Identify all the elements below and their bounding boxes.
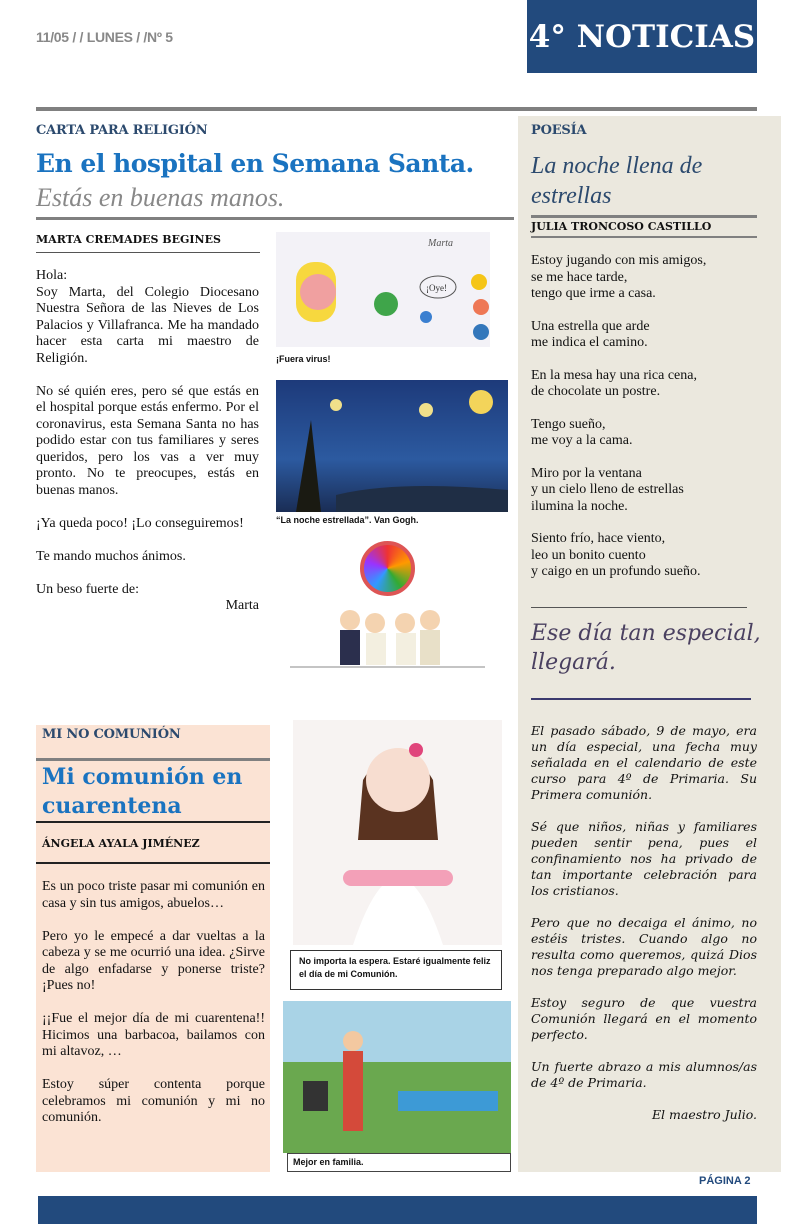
divider — [36, 758, 270, 761]
communion-girl-drawing — [293, 720, 502, 945]
stanza: Miro por la ventana y un cielo lleno de estrellas ilumina la noche. — [531, 465, 684, 514]
headline: Mi comunión en cuarentena — [42, 764, 243, 819]
stanza: En la mesa hay una rica cena, de chocolate un postre. — [531, 367, 697, 399]
paragraph: Estoy súper contenta porque celebramos mi comunión y mi no comunión. — [42, 1077, 265, 1125]
divider — [36, 252, 260, 253]
paragraph: Sé que niños, niñas y familiares pueden sentir pena, pues el confinamiento nos ha privado de tan importante celebración para los cristianos. — [531, 819, 757, 898]
divider — [531, 607, 747, 608]
subheadline: Estás en buenas manos. — [36, 183, 285, 212]
poem-body — [531, 253, 771, 597]
paragraph: Es un poco triste pasar mi comunión en casa y sin tus amigos, abuelos… — [42, 879, 265, 911]
drawing-text: Marta — [428, 238, 453, 249]
poem-title: La noche llena de estrellas — [531, 153, 703, 209]
divider — [36, 862, 270, 864]
poetry-sidebar — [518, 116, 781, 1172]
image-caption: “La noche estrellada”. Van Gogh. — [276, 515, 419, 525]
divider — [531, 698, 751, 700]
paragraph: El pasado sábado, 9 de mayo, era un día especial, una fecha muy señalada en el calendario de este curso para 4º de Primaria. Su Primera comunión. — [531, 723, 757, 802]
paragraph: Hola: Soy Marta, del Colegio Diocesano Nuestra Señora de las Nieves de Los Palacios y Villafranca. Me ha mandado hacer esta carta mi maestro de Religión. — [36, 268, 259, 366]
divider — [36, 821, 270, 823]
author: ÁNGELA AYALA JIMÉNEZ — [42, 837, 200, 850]
paragraph: Un beso fuerte de: — [36, 581, 140, 597]
divider — [36, 107, 757, 111]
virus-drawing — [276, 232, 490, 347]
stanza: Siento frío, hace viento, leo un bonito cuento y caigo en un profundo sueño. — [531, 531, 701, 579]
stanza: Tengo sueño, me voy a la cama. — [531, 416, 633, 448]
page-number: PÁGINA 2 — [699, 1175, 751, 1187]
paragraph: Un fuerte abrazo a mis alumnos/as de 4º de Primaria. — [531, 1059, 757, 1090]
image-caption: No importa la espera. Estaré igualmente feliz el día de mi Comunión. — [299, 956, 491, 979]
paragraph: ¡Ya queda poco! ¡Lo conseguiremos! — [36, 515, 244, 531]
section-label: POESÍA — [531, 123, 587, 138]
paragraph: ¡¡Fue el mejor día de mi cuarentena!! Hicimos una barbacoa, bailamos con mi altavoz, … — [42, 1011, 265, 1059]
divider — [531, 236, 757, 238]
paragraph: Te mando muchos ánimos. — [36, 548, 186, 564]
footer-bar — [38, 1196, 757, 1224]
paragraph: Estoy seguro de que vuestra Comunión llegará en el momento perfecto. — [531, 995, 757, 1042]
date-line: 11/05 / / LUNES / /Nº 5 — [36, 29, 173, 45]
stanza: Estoy jugando con mis amigos, se me hace tarde, tengo que irme a casa. — [531, 253, 707, 301]
section-label: MI NO COMUNIÓN — [42, 727, 181, 742]
article-body — [36, 268, 259, 615]
starry-night-painting — [276, 380, 508, 512]
communion-children-drawing — [290, 605, 485, 670]
caption-box — [290, 950, 502, 990]
newspaper-title: 4° NOTICIAS — [527, 0, 757, 73]
divider — [531, 215, 757, 218]
image-caption: ¡Fuera virus! — [276, 354, 331, 364]
rose-window-icon — [360, 541, 415, 596]
paragraph: No sé quién eres, pero sé que estás en el hospital porque estás enfermo. Por el coronavirus, esta Semana Santa no has podido estar con tus familiares y seres queridos, pero los vas a ver muy pronto. No te preocupes, estás en buenas manos. — [36, 383, 259, 498]
communion-article — [36, 725, 270, 1172]
poem-author: JULIA TRONCOSO CASTILLO — [531, 220, 712, 233]
section-label: CARTA PARA RELIGIÓN — [36, 123, 208, 138]
image-caption: Mejor en familia. — [293, 1157, 364, 1167]
author: MARTA CREMADES BEGINES — [36, 233, 221, 246]
drawing-text: ¡Oye! — [426, 283, 447, 293]
divider — [36, 217, 514, 220]
article-title: Ese día tan especial, llegará. — [531, 621, 761, 675]
article-body — [42, 879, 265, 1143]
headline: En el hospital en Semana Santa. — [36, 149, 474, 178]
family-picnic-drawing — [283, 1001, 511, 1153]
caption-box — [287, 1153, 511, 1172]
paragraph: Pero que no decaiga el ánimo, no estéis tristes. Cuando algo no resulta como queremos, quizá Dios nos tenga preparado algo mejor. — [531, 915, 757, 978]
signature: El maestro Julio. — [651, 1107, 757, 1122]
article-body — [531, 723, 757, 1123]
stanza: Una estrella que arde me indica el camino. — [531, 318, 650, 350]
signature: Marta — [225, 598, 259, 613]
paragraph: Pero yo le empecé a dar vueltas a la cabeza y se me ocurrió una idea. ¿Sirve de algo enfadarse y ponerse triste? ¡Pues no! — [42, 928, 265, 993]
